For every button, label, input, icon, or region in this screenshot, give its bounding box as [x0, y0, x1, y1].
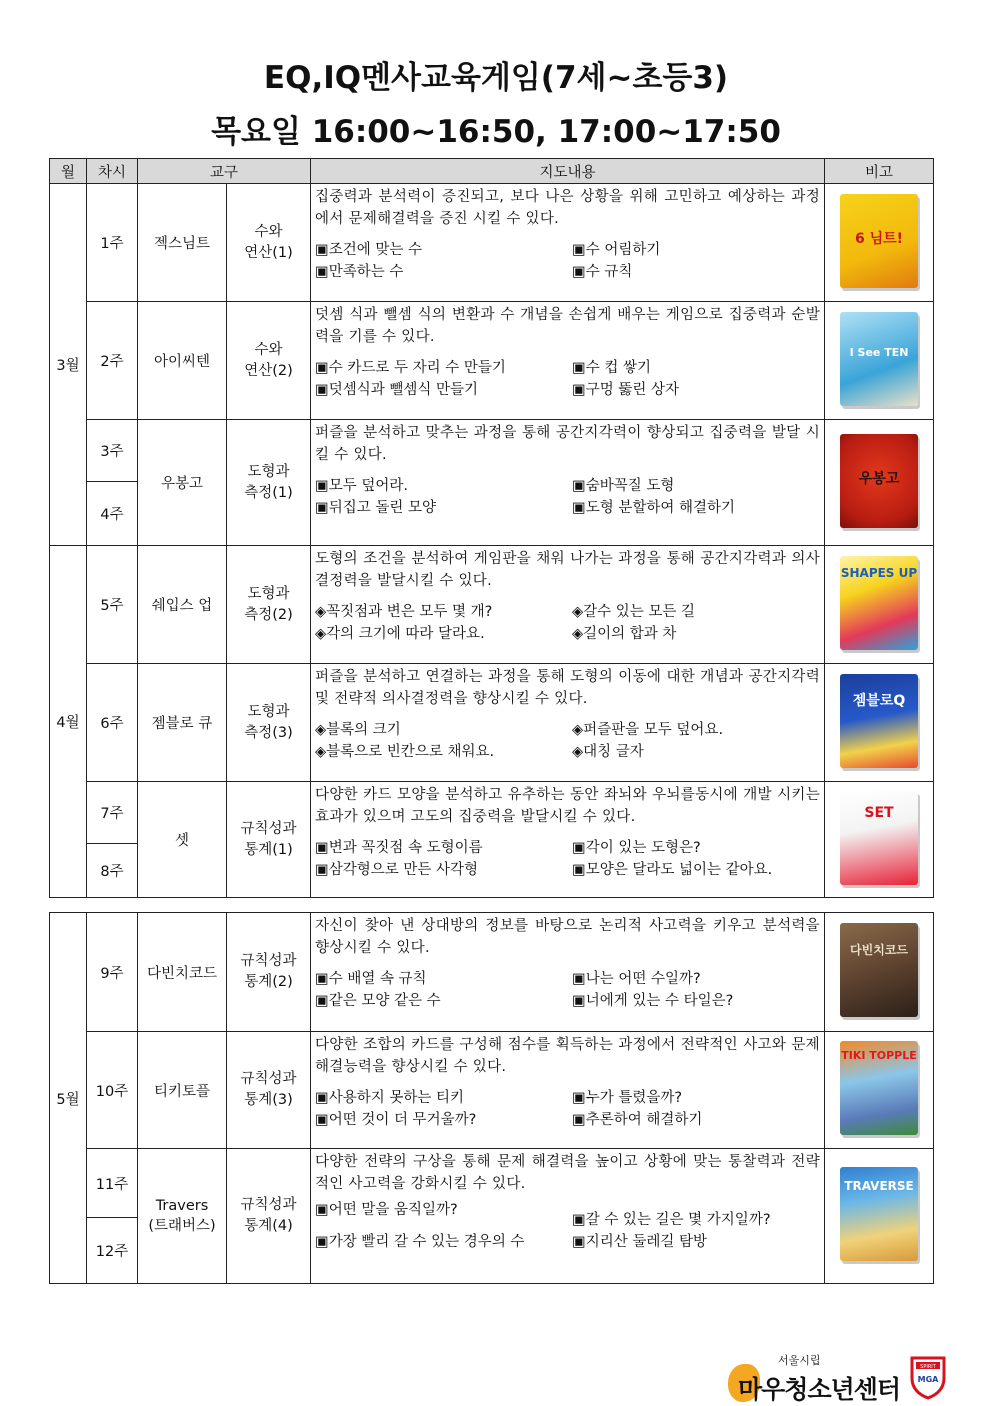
box-label: 다빈치코드	[850, 943, 908, 957]
content-item: ▣추론하여 해결하기	[572, 1112, 703, 1128]
content-item: ▣수 규칙	[572, 264, 633, 280]
content-item: ◈갈수 있는 모든 길	[572, 604, 696, 620]
badge-top-text: SPIRIT	[920, 1364, 936, 1370]
week-cell: 3주	[87, 420, 138, 482]
game-box-image	[840, 791, 918, 885]
content-item: ◈블록으로 빈칸으로 채워요.	[315, 744, 495, 760]
game-image-cell	[825, 420, 934, 546]
content-cell	[311, 546, 825, 664]
content-item: ▣수 배열 속 규칙	[315, 971, 427, 987]
area-line: 통계(2)	[244, 974, 293, 990]
content-item: ▣뒤집고 돌린 모양	[315, 500, 436, 516]
content-item: ▣지리산 둘레길 탐방	[572, 1234, 707, 1250]
content-items	[315, 837, 820, 881]
tool-name: 셋	[138, 782, 227, 898]
game-image-cell	[825, 913, 934, 1032]
content-desc: 퍼즐을 분석하고 연결하는 과정을 통해 도형의 이동에 대한 개념과 공간지각력 및 전략적 의사결정력을 향상시킬 수 있다.	[315, 669, 821, 707]
content-items	[315, 1199, 820, 1253]
area-line: 도형과	[247, 703, 290, 720]
content-item: ◈꼭짓점과 변은 모두 몇 개?	[315, 604, 493, 620]
tool-name: 쉐입스 업	[138, 546, 227, 664]
content-item: ▣사용하지 못하는 티키	[315, 1090, 464, 1106]
content-cell	[311, 184, 825, 302]
content-cell	[311, 664, 825, 782]
content-item: ▣갈 수 있는 길은 몇 가지일까?	[572, 1212, 771, 1228]
table-row	[50, 302, 934, 420]
content-desc: 다양한 전략의 구상을 통해 문제 해결력을 높이고 상황에 맞는 통찰력과 전략적인 사고력을 강화시킬 수 있다.	[315, 1154, 820, 1192]
content-item: ▣조건에 맞는 수	[315, 242, 422, 258]
game-box-image	[840, 1167, 918, 1261]
week-cell: 6주	[87, 664, 138, 782]
box-label: TRAVERSE	[844, 1179, 914, 1193]
area-line: 규칙성과	[240, 1071, 297, 1087]
tool-name: 우봉고	[138, 420, 227, 546]
header-tool: 교구	[138, 159, 311, 184]
game-box-image	[840, 923, 918, 1017]
tool-name: 젬블로 큐	[138, 664, 227, 782]
logo-org-main: 마우청소년센터	[738, 1375, 901, 1404]
content-item: ▣모두 덮어라.	[315, 478, 408, 494]
game-image-cell	[825, 184, 934, 302]
week-cell: 4주	[87, 482, 138, 546]
tool-line: Travers	[155, 1197, 209, 1214]
content-item: ◈블록의 크기	[315, 722, 401, 738]
content-item: ▣수 어림하기	[572, 242, 661, 258]
header-session: 차시	[87, 159, 138, 184]
content-item: ▣너에게 있는 수 타일은?	[572, 993, 734, 1009]
area-cell	[227, 664, 311, 782]
content-cell	[311, 302, 825, 420]
week-cell: 8주	[87, 844, 138, 898]
week-cell: 12주	[87, 1218, 138, 1284]
area-line: 측정(1)	[244, 484, 293, 501]
game-box-image	[840, 1041, 918, 1135]
tool-name: 티키토플	[138, 1032, 227, 1149]
tool-name: 다빈치코드	[138, 913, 227, 1032]
content-item: ▣나는 어떤 수일까?	[572, 971, 701, 987]
table-row	[50, 782, 934, 844]
tool-name: 아이씨텐	[138, 302, 227, 420]
area-line: 규칙성과	[240, 953, 297, 969]
content-item: ▣같은 모양 같은 수	[315, 993, 441, 1009]
content-item: ▣덧셈식과 뺄셈식 만들기	[315, 382, 479, 398]
week-cell: 5주	[87, 546, 138, 664]
table-row	[50, 546, 934, 664]
content-item: ◈각의 크기에 따라 달라요.	[315, 626, 485, 642]
content-cell	[311, 782, 825, 898]
game-box-image	[840, 312, 918, 406]
content-desc: 퍼즐을 분석하고 맞추는 과정을 통해 공간지각력이 향상되고 집중력을 발달 시킬 수 있다.	[315, 425, 821, 463]
area-line: 규칙성과	[240, 1197, 297, 1213]
game-box-image	[840, 674, 918, 768]
content-desc: 덧셈 식과 뺄셈 식의 변환과 수 개념을 손쉽게 배우는 게임으로 집중력과 순발력을 기를 수 있다.	[315, 307, 821, 345]
content-items	[315, 601, 820, 645]
area-cell	[227, 913, 311, 1032]
title-line-1: EQ,IQ멘사교육게임(7세~초등3)	[263, 60, 729, 96]
logo-org-small: 서울시립	[778, 1354, 821, 1367]
content-item: ◈퍼즐판을 모두 덮어요.	[572, 722, 724, 738]
week-cell: 2주	[87, 302, 138, 420]
game-box-image	[840, 194, 918, 288]
game-image-cell	[825, 546, 934, 664]
content-item: ▣도형 분할하여 해결하기	[572, 500, 736, 516]
game-image-cell	[825, 782, 934, 898]
area-line: 연산(2)	[244, 362, 293, 379]
month-cell: 4월	[50, 546, 87, 898]
game-image-cell	[825, 1149, 934, 1284]
content-item: ▣변과 꼭짓점 속 도형이름	[315, 840, 483, 856]
area-line: 통계(3)	[244, 1092, 293, 1108]
box-label: I See TEN	[849, 345, 909, 359]
title-line-2: 목요일 16:00~16:50, 17:00~17:50	[211, 114, 781, 150]
table-row	[50, 184, 934, 302]
week-cell: 7주	[87, 782, 138, 844]
area-cell	[227, 546, 311, 664]
content-items	[315, 357, 820, 401]
header-content: 지도내용	[311, 159, 825, 184]
week-cell: 9주	[87, 913, 138, 1032]
area-line: 규칙성과	[240, 820, 297, 837]
area-line: 도형과	[247, 463, 290, 480]
month-cell: 3월	[50, 184, 87, 546]
game-image-cell	[825, 302, 934, 420]
content-items	[315, 1087, 820, 1131]
area-line: 측정(2)	[244, 606, 293, 623]
tool-name	[138, 1149, 227, 1284]
content-item: ▣삼각형으로 만든 사각형	[315, 862, 479, 878]
week-cell: 1주	[87, 184, 138, 302]
center-logo	[728, 1352, 950, 1402]
area-cell	[227, 782, 311, 898]
table-row	[50, 664, 934, 782]
game-image-cell	[825, 1032, 934, 1149]
content-cell	[311, 1149, 825, 1284]
content-item: ◈길이의 합과 차	[572, 626, 677, 642]
box-label: 우봉고	[858, 470, 900, 487]
week-cell: 10주	[87, 1032, 138, 1149]
content-items	[315, 475, 820, 519]
content-item: ▣수 카드로 두 자리 수 만들기	[315, 360, 506, 376]
content-cell	[311, 1032, 825, 1149]
content-desc: 집중력과 분석력이 증진되고, 보다 나은 상황을 위해 고민하고 예상하는 과정에서 문제해결력을 증진 시킬 수 있다.	[315, 189, 821, 227]
box-label: 6 님트!	[854, 230, 904, 247]
tool-line: (트래버스)	[148, 1217, 216, 1234]
content-desc: 다양한 카드 모양을 분석하고 유추하는 동안 좌뇌와 우뇌를동시에 개발 시키는 효과가 있으며 고도의 집중력을 발달시킬 수 있다.	[315, 787, 821, 825]
table-row	[50, 1149, 934, 1218]
area-line: 통계(4)	[244, 1218, 293, 1234]
game-image-cell	[825, 664, 934, 782]
box-label: SET	[864, 804, 894, 821]
header-month: 월	[50, 159, 87, 184]
content-desc: 도형의 조건을 분석하여 게임판을 채워 나가는 과정을 통해 공간지각력과 의사결정력을 발달시킬 수 있다.	[315, 551, 821, 589]
table-row	[50, 913, 934, 1032]
area-line: 수와	[254, 223, 283, 240]
tool-name: 젝스님트	[138, 184, 227, 302]
content-item: ▣구멍 뚫린 상자	[572, 382, 679, 398]
area-cell	[227, 302, 311, 420]
table-header-row	[50, 159, 934, 184]
area-cell	[227, 1032, 311, 1149]
area-line: 통계(1)	[244, 841, 293, 858]
badge-mid-text: MGA	[917, 1375, 939, 1384]
area-line: 측정(3)	[244, 724, 293, 741]
content-item: ▣가장 빨리 갈 수 있는 경우의 수	[315, 1234, 525, 1250]
content-item: ▣각이 있는 도형은?	[572, 840, 701, 856]
header-note: 비고	[825, 159, 934, 184]
content-item: ▣누가 틀렸을까?	[572, 1090, 683, 1106]
content-item: ▣숨바꼭질 도형	[572, 478, 675, 494]
week-cell: 11주	[87, 1149, 138, 1218]
area-cell	[227, 184, 311, 302]
content-items	[315, 719, 820, 763]
month-cell: 5월	[50, 913, 87, 1284]
schedule-table-1	[49, 158, 934, 898]
content-desc: 자신이 찾아 낸 상대방의 정보를 바탕으로 논리적 사고력을 키우고 분석력을 향상시킬 수 있다.	[315, 918, 820, 956]
box-label: SHAPES UP	[840, 565, 918, 580]
table-row	[50, 420, 934, 482]
content-item: ▣모양은 달라도 넓이는 같아요.	[572, 862, 773, 878]
content-item: ◈대칭 글자	[572, 744, 644, 760]
area-cell	[227, 1149, 311, 1284]
area-line: 연산(1)	[244, 244, 293, 261]
box-label: TIKI TOPPLE	[841, 1049, 917, 1062]
area-cell	[227, 420, 311, 546]
table-row	[50, 1032, 934, 1149]
content-item: ▣수 컵 쌓기	[572, 360, 651, 376]
content-item: ▣만족하는 수	[315, 264, 404, 280]
content-item: ▣어떤 말을 움직일까?	[315, 1202, 458, 1218]
content-desc: 다양한 조합의 카드를 구성해 점수를 획득하는 과정에서 전략적인 사고와 문제해결능력을 향상시킬 수 있다.	[315, 1037, 820, 1075]
box-label: 젬블로Q	[852, 692, 906, 709]
content-items	[315, 239, 820, 283]
content-items	[315, 968, 820, 1012]
game-box-image	[840, 434, 918, 528]
game-box-image	[840, 556, 918, 650]
content-cell	[311, 420, 825, 546]
area-line: 도형과	[247, 585, 290, 602]
shield-icon	[908, 1354, 948, 1400]
area-line: 수와	[254, 341, 283, 358]
schedule-table-2	[49, 912, 934, 1284]
content-item: ▣어떤 것이 더 무거울까?	[315, 1112, 477, 1128]
content-cell	[311, 913, 825, 1032]
